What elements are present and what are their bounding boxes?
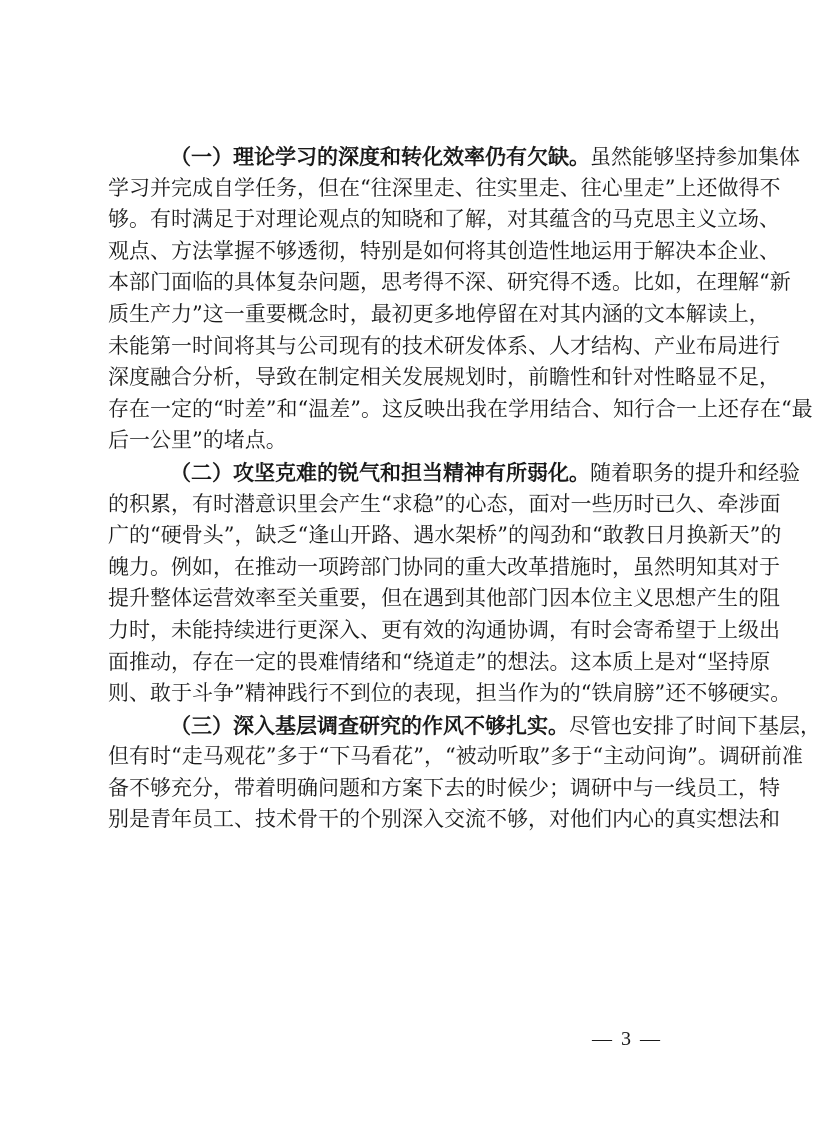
paragraph-line <box>108 457 800 489</box>
section-heading: （一）理论学习的深度和转化效率仍有欠缺。 <box>170 144 590 169</box>
document-body <box>108 141 821 836</box>
paragraph-1 <box>108 141 813 457</box>
paragraph-line: 魄力。例如，在推动一项跨部门协同的重大改革措施时，虽然明知其对于 <box>108 554 780 579</box>
paragraph-line: 别是青年员工、技术骨干的个别深入交流不够，对他们内心的真实想法和 <box>108 807 780 832</box>
section-heading: （三）深入基层调查研究的作风不够扎实。 <box>170 712 569 738</box>
paragraph-text: 虽然能够坚持参加集体 <box>590 145 800 169</box>
section-heading: （二）攻坚克难的锐气和担当精神有所弱化。 <box>170 459 590 485</box>
paragraph-line: 本部门面临的具体复杂问题，思考得不深、研究得不透。比如，在理解“新 <box>108 270 791 295</box>
paragraph-line: 够。有时满足于对理论观点的知晓和了解，对其蕴含的马克思主义立场、 <box>108 207 780 232</box>
paragraph-text: 随着职务的提升和经验 <box>590 460 800 485</box>
paragraph-line <box>108 710 821 742</box>
paragraph-line: 力时，未能持续进行更深入、更有效的沟通协调，有时会寄希望于上级出 <box>108 617 780 642</box>
paragraph-line: 提升整体运营效率至关重要，但在遇到其他部门因本位主义思想产生的阻 <box>108 586 780 611</box>
paragraph-line <box>108 141 800 173</box>
paragraph-line: 面推动，存在一定的畏难情绪和“绕道走”的想法。这本质上是对“坚持原 <box>108 649 771 674</box>
paragraph-line: 质生产力”这一重要概念时，最初更多地停留在对其内涵的文本解读上， <box>108 301 770 326</box>
paragraph-line: 观点、方法掌握不够透彻，特别是如何将其创造性地运用于解决本企业、 <box>108 238 780 263</box>
paragraph-line: 广的“硬骨头”，缺乏“逢山开路、遇水架桥”的闯劲和“敢教日月换新天”的 <box>108 523 782 548</box>
paragraph-line: 未能第一时间将其与公司现有的技术研发体系、人才结构、产业布局进行 <box>108 333 780 358</box>
paragraph-line: 存在一定的“时差”和“温差”。这反映出我在学用结合、知行合一上还存在“最 <box>108 396 813 421</box>
paragraph-line: 备不够充分，带着明确问题和方案下去的时候少；调研中与一线员工，特 <box>108 775 780 800</box>
paragraph-line: 学习并完成自学任务，但在“往深里走、往实里走、往心里走”上还做得不 <box>108 175 781 200</box>
paragraph-line: 深度融合分析，导致在制定相关发展规划时，前瞻性和针对性略显不足， <box>108 365 780 390</box>
page-number: — 3 — <box>592 1028 662 1050</box>
paragraph-line: 的积累，有时潜意识里会产生“求稳”的心态，面对一些历时已久、牵涉面 <box>108 491 781 516</box>
paragraph-line: 后一公里”的堵点。 <box>108 428 287 453</box>
paragraph-text: 尽管也安排了时间下基层， <box>569 713 821 738</box>
paragraph-line: 但有时“走马观花”多于“下马看花”，“被动听取”多于“主动问询”。调研前准 <box>108 744 803 769</box>
paragraph-3 <box>108 710 821 836</box>
paragraph-line: 则、敢于斗争”精神践行不到位的表现，担当作为的“铁肩膀”还不够硬实。 <box>108 681 792 706</box>
paragraph-2 <box>108 457 800 710</box>
